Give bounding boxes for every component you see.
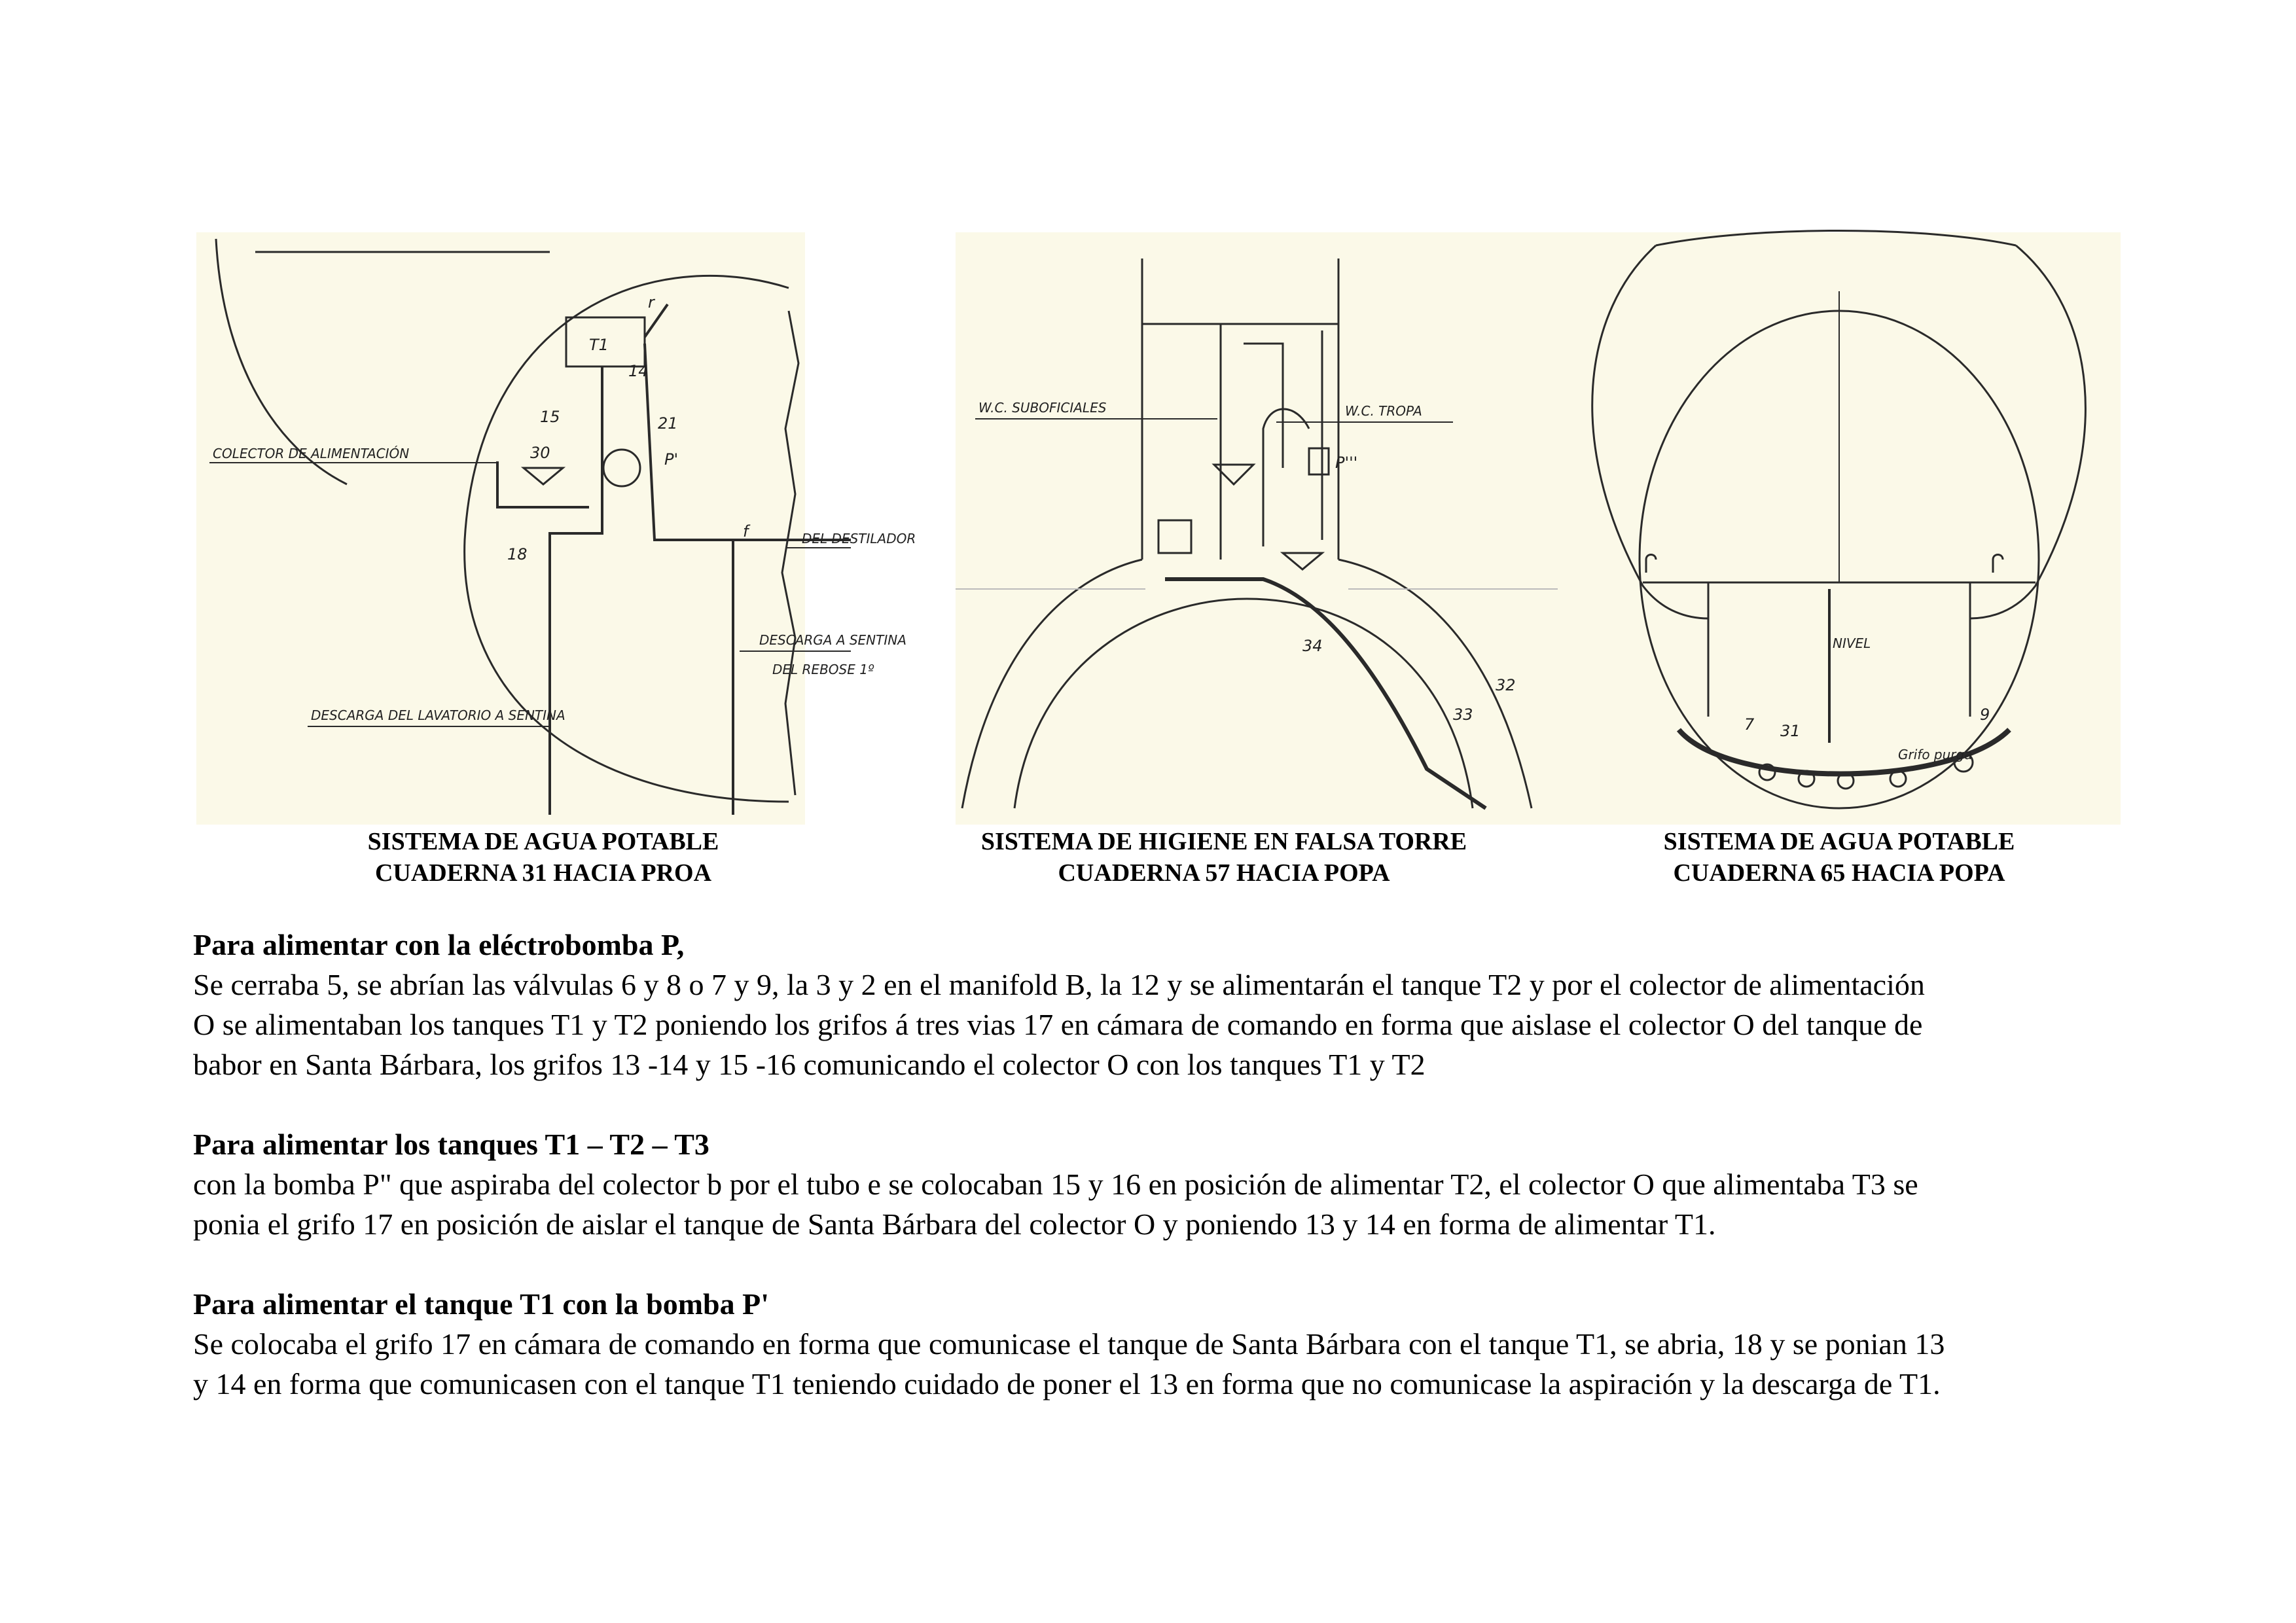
label-32: 32 (1496, 676, 1516, 694)
section-3-line-2: y 14 en forma que comunicasen con el tanque T1 teniendo cuidado de poner el 13 en forma que no comunicase la aspiración y la descarga de T1. (193, 1367, 1941, 1400)
label-descarga-sentina: DESCARGA A SENTINA (759, 632, 906, 648)
label-colector: COLECTOR DE ALIMENTACIÓN (213, 446, 410, 461)
label-33: 33 (1453, 705, 1473, 724)
section-tanque-t1 (193, 1284, 2114, 1404)
label-wc-tropa: W.C. TROPA (1345, 403, 1422, 419)
caption-3-line-1: SISTEMA DE AGUA POTABLE (1663, 828, 2015, 855)
label-wc-suboficiales: W.C. SUBOFICIALES (978, 400, 1107, 416)
section-2-line-1: con la bomba P" que aspiraba del colector b por el tubo e se colocaban 15 y 16 en posición de alimentar T2, el colector O que alimentaba T3 se (193, 1168, 1918, 1201)
label-nivel: NIVEL (1833, 635, 1871, 651)
section-2-heading: Para alimentar los tanques T1 – T2 – T3 (193, 1128, 709, 1161)
label-30: 30 (530, 444, 550, 462)
figure-cuaderna-57 (956, 232, 1558, 825)
caption-2-line-2: CUADERNA 57 HACIA POPA (1058, 859, 1390, 887)
caption-1-line-2: CUADERNA 31 HACIA PROA (374, 859, 712, 887)
label-rebose: DEL REBOSE 1º (772, 662, 874, 677)
caption-figure-2 (936, 826, 1512, 889)
caption-1-line-1: SISTEMA DE AGUA POTABLE (367, 828, 719, 855)
caption-figure-3 (1571, 826, 2108, 889)
label-destilador: DEL DESTILADOR (802, 531, 916, 546)
caption-2-line-1: SISTEMA DE HIGIENE EN FALSA TORRE (980, 828, 1467, 855)
label-15: 15 (540, 408, 560, 426)
figure-cuaderna-65 (1558, 232, 2121, 825)
section-2-line-2: ponia el grifo 17 en posición de aislar el tanque de Santa Bárbara del colector O y poniendo 13 y 14 en forma de alimentar T1. (193, 1207, 1716, 1241)
label-21: 21 (658, 414, 678, 433)
label-7: 7 (1744, 715, 1755, 734)
label-descarga-lavatorio: DESCARGA DEL LAVATORIO A SENTINA (311, 707, 565, 723)
label-p-triple: P''' (1335, 454, 1358, 472)
section-electrobomba (193, 925, 2114, 1084)
label-grifo-purga: Grifo purga (1898, 747, 1973, 762)
label-9: 9 (1980, 705, 1990, 724)
caption-figure-1 (196, 826, 890, 889)
label-f: f (743, 522, 749, 541)
label-14: 14 (628, 362, 649, 380)
tank-t1-label: T1 (589, 336, 609, 354)
section-1-line-3: babor en Santa Bárbara, los grifos 13 -14 y 15 -16 comunicando el colector O con los tanques T1 y T2 (193, 1048, 1426, 1081)
section-1-heading: Para alimentar con la eléctrobomba P, (193, 928, 685, 961)
figure-background (196, 232, 805, 825)
label-31: 31 (1780, 722, 1801, 740)
pump-label: P' (664, 450, 679, 469)
label-18: 18 (507, 545, 528, 563)
section-1-line-1: Se cerraba 5, se abrían las válvulas 6 y 8 o 7 y 9, la 3 y 2 en el manifold B, la 12 y se alimentarán el tanque T2 y por el colector de alimentación (193, 968, 1925, 1001)
section-3-line-1: Se colocaba el grifo 17 en cámara de comando en forma que comunicase el tanque de Santa Bárbara con el tanque T1, se abria, 18 y se ponian 13 (193, 1327, 1945, 1361)
figure-cuaderna-31 (196, 232, 916, 825)
section-3-heading: Para alimentar el tanque T1 con la bomba P' (193, 1287, 769, 1321)
label-r: r (648, 293, 655, 312)
caption-3-line-2: CUADERNA 65 HACIA POPA (1673, 859, 2005, 887)
section-1-line-2: O se alimentaban los tanques T1 y T2 poniendo los grifos á tres vias 17 en cámara de comando en forma que aislase el colector O del tanque de (193, 1008, 1923, 1041)
body-text (193, 925, 2114, 1404)
section-tanques (193, 1124, 2114, 1244)
figure-background (956, 232, 1558, 825)
label-34: 34 (1302, 637, 1323, 655)
